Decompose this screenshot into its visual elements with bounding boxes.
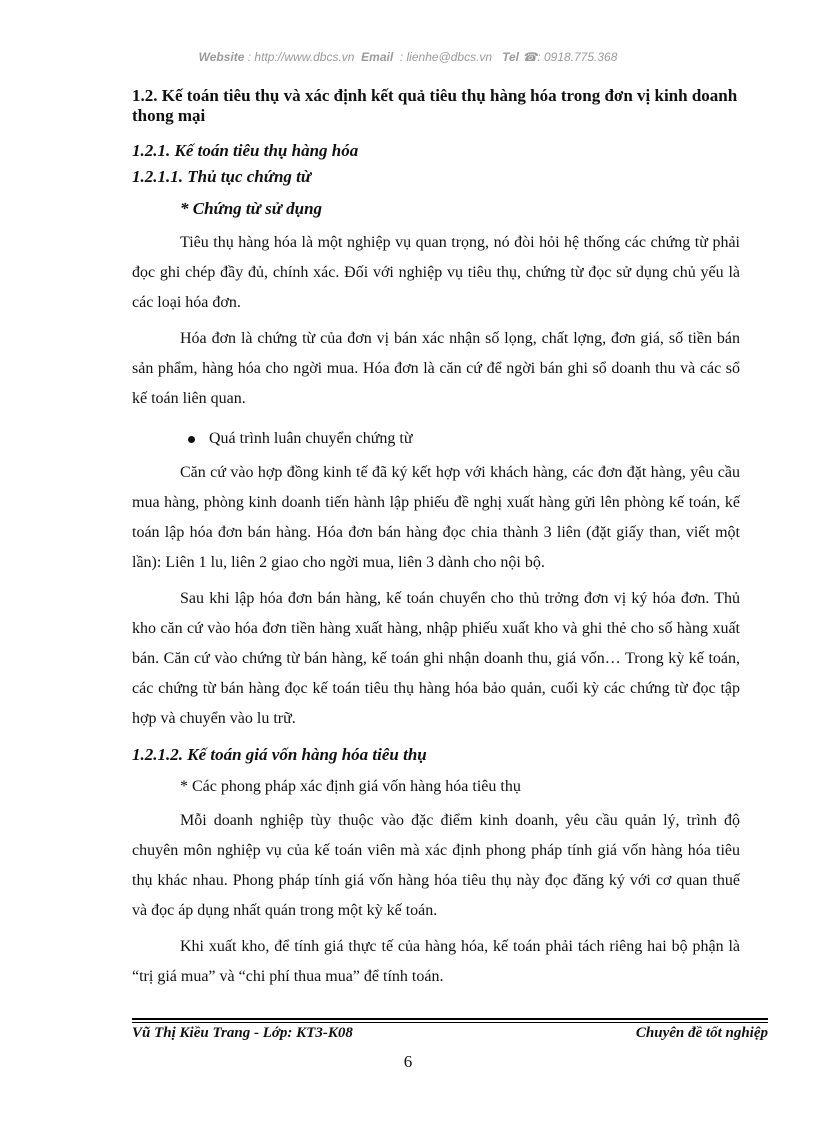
website-label: Website — [198, 50, 245, 64]
subsection-heading: 1.2.1. Kế toán tiêu thụ hàng hóa — [132, 141, 359, 160]
page-footer — [132, 1018, 768, 1042]
subsubsection-heading-1: 1.2.1.1. Thủ tục chứng từ — [132, 167, 312, 186]
bullet-dot-icon — [188, 436, 195, 443]
bullet-text: Quá trình luân chuyển chứng từ — [209, 430, 413, 447]
tel-value: : 0918.775.368 — [537, 50, 618, 64]
bullet-item — [188, 426, 740, 452]
sub-heading-documents: * Chứng từ sử dụng — [180, 199, 323, 218]
email-value: : lienhe@dbcs.vn — [399, 50, 493, 64]
email-label: Email — [361, 50, 394, 64]
website-value: : http://www.dbcs.vn — [247, 50, 355, 64]
phone-icon: ☎ — [522, 50, 538, 64]
paragraph-4: Sau khi lập hóa đơn bán hàng, kế toán chuyển cho thủ trởng đơn vị ký hóa đơn. Thủ kho căn cứ vào hóa đơn tiền hàng xuất hàng, nhập phiếu xuất kho và ghi thẻ cho số hàng xuất bán. Căn cứ vào chứng từ bán hàng, kế toán ghi nhận doanh thu, giá vốn… Trong kỳ kế toán, các chứng từ bán hàng đọc kế toán tiêu thụ hàng hóa bảo quản, cuối kỳ các chứng từ đọc tập hợp và chuyển vào lu trữ. — [132, 590, 740, 727]
paragraph-6: Khi xuất kho, để tính giá thực tế của hàng hóa, kế toán phải tách riêng hai bộ phận là “trị giá mua” và “chi phí thua mua” để tính toán. — [132, 938, 740, 985]
paragraph-5: Mỗi doanh nghiệp tùy thuộc vào đặc điểm kinh doanh, yêu cầu quản lý, trình độ chuyên môn nghiệp vụ của kế toán viên mà xác định phong pháp tính giá vốn hàng hóa tiêu thụ khác nhau. Phong pháp tính giá vốn hàng hóa tiêu thụ này đọc đăng ký với cơ quan thuế và đọc áp dụng nhất quán trong một kỳ kế toán. — [132, 812, 740, 919]
document-body — [132, 86, 740, 992]
paragraph-2: Hóa đơn là chứng từ của đơn vị bán xác nhận số lọng, chất lợng, đơn giá, số tiền bán sản phẩm, hàng hóa cho ngời mua. Hóa đơn là căn cứ để ngời bán ghi sổ doanh thu và các sổ kế toán liên quan. — [132, 330, 740, 407]
subsubsection-heading-2: 1.2.1.2. Kế toán giá vốn hàng hóa tiêu thụ — [132, 745, 427, 764]
footer-rule-thick — [132, 1018, 768, 1020]
page-number: 6 — [403, 1052, 413, 1071]
sub-heading-methods: * Các phong pháp xác định giá vốn hàng hóa tiêu thụ — [180, 778, 521, 795]
footer-author: Vũ Thị Kiều Trang - Lớp: KT3-K08 — [132, 1025, 353, 1041]
section-heading: 1.2. Kế toán tiêu thụ và xác định kết quả tiêu thụ hàng hóa trong đơn vị kinh doanh thong mại — [132, 86, 738, 125]
footer-title: Chuyên đề tốt nghiệp — [635, 1025, 768, 1041]
paragraph-3: Căn cứ vào hợp đồng kinh tế đã ký kết hợp với khách hàng, các đơn đặt hàng, yêu cầu mua hàng, phòng kinh doanh tiến hành lập phiếu đề nghị xuất hàng gửi lên phòng kế toán, kế toán lập hóa đơn bán hàng. Hóa đơn bán hàng đọc chia thành 3 liên (đặt giấy than, viết một lần): Liên 1 lu, liên 2 giao cho ngời mua, liên 3 dành cho nội bộ. — [132, 464, 740, 571]
paragraph-1: Tiêu thụ hàng hóa là một nghiệp vụ quan trọng, nó đòi hỏi hệ thống các chứng từ phải đọc ghi chép đầy đủ, chính xác. Đối với nghiệp vụ tiêu thụ, chứng từ đọc sử dụng chủ yếu là các loại hóa đơn. — [132, 234, 740, 311]
footer-rule-thin — [132, 1022, 768, 1023]
page-header — [0, 50, 816, 64]
tel-label: Tel — [502, 50, 519, 64]
